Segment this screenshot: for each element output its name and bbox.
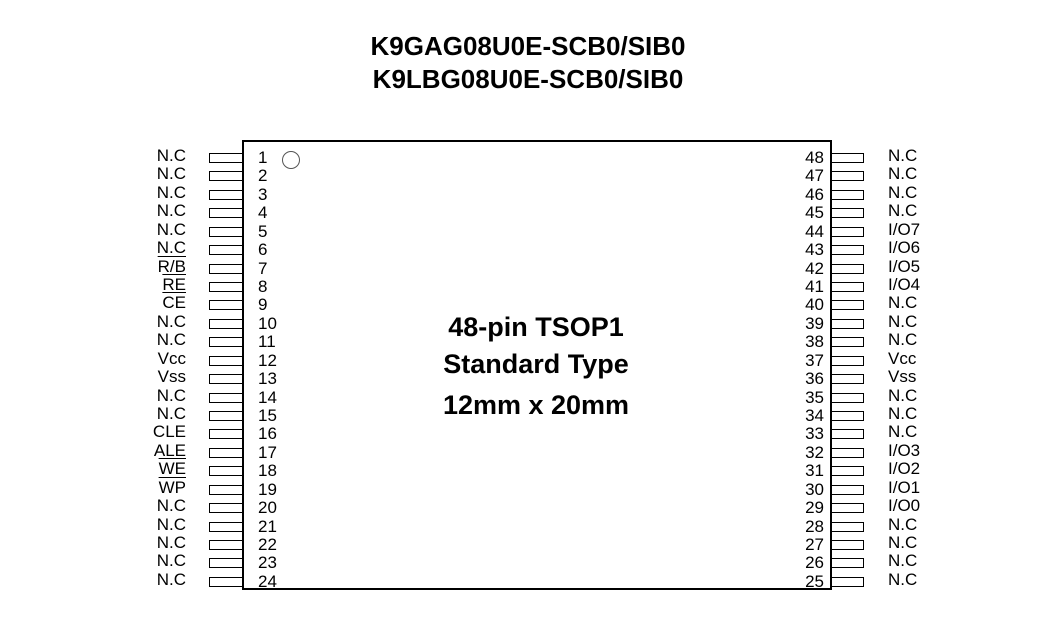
left-pin-number: 8 [258, 277, 268, 296]
left-pin-number: 4 [258, 203, 268, 223]
right-pin-lead [831, 282, 864, 292]
left-pin-lead [209, 153, 243, 163]
right-pin-name-text: I/O0 [888, 496, 921, 516]
left-pin-name [100, 571, 186, 591]
right-pin-name-text: N.C [888, 146, 918, 165]
left-pin-name-text: N.C [156, 146, 186, 165]
left-pin-lead [209, 264, 243, 274]
right-pin-name-text: I/O5 [888, 256, 921, 276]
left-pin-number: 1 [258, 148, 268, 167]
right-pin-number: 34 [805, 406, 824, 426]
right-pin-number: 42 [805, 258, 824, 278]
right-pin-name-text: N.C [888, 404, 918, 424]
right-pin-lead [831, 227, 864, 237]
left-pin-number: 14 [258, 387, 277, 407]
left-pin-name-text: N.C [156, 201, 186, 221]
right-pin-number: 35 [805, 387, 824, 407]
right-pin-lead [831, 577, 864, 587]
package-style-label: Standard Type [443, 349, 629, 379]
right-pin-lead [831, 356, 864, 366]
left-pin-name-text: CLE [152, 422, 186, 442]
right-pin-lead [831, 522, 864, 532]
left-pin-name-text: N.C [156, 330, 186, 350]
right-pin-name-text: I/O3 [888, 440, 921, 460]
right-pin-name-text: N.C [888, 311, 918, 331]
right-pin-number: 30 [805, 479, 824, 499]
left-pin-number: 21 [258, 516, 277, 536]
left-pin-name-text: N.C [156, 219, 186, 239]
right-pin-lead [831, 485, 864, 495]
right-pin-number: 32 [805, 442, 824, 462]
left-pin-lead [209, 393, 243, 403]
left-pin-lead [209, 522, 243, 532]
right-pin-lead [831, 300, 864, 310]
left-pin-lead [209, 577, 243, 587]
left-pin-name-text: N.C [156, 514, 186, 534]
left-pin-number: 16 [258, 424, 277, 444]
right-pin-number: 28 [805, 516, 824, 536]
right-pin-lead [831, 540, 864, 550]
left-pin-lead [209, 319, 243, 329]
left-pin-lead [209, 466, 243, 476]
left-pin-name-text: Vss [157, 367, 186, 387]
right-pin-lead [831, 208, 864, 218]
right-pin-lead [831, 411, 864, 421]
right-pin-number: 41 [805, 277, 824, 296]
right-pin-number: 31 [805, 461, 824, 481]
right-pin-lead [831, 190, 864, 200]
right-pin-lead [831, 245, 864, 255]
left-pin-lead [209, 171, 243, 181]
left-pin-name-text: R/B [157, 256, 186, 276]
right-pin-name-text: Vcc [888, 348, 917, 368]
right-pin-name-text: I/O6 [888, 238, 921, 258]
right-pin-name-text: N.C [888, 293, 918, 313]
left-pin-name-text: N.C [156, 164, 186, 184]
right-pin-number: 33 [805, 424, 824, 444]
left-pin-number: 11 [258, 332, 276, 352]
left-pin-name-text: $\overline{RE}$ [162, 275, 186, 294]
right-pin-number: 26 [805, 553, 824, 573]
package-type-label: 48-pin TSOP1 [448, 312, 624, 342]
left-pin-name-text: $\overline{CE}$ [162, 293, 186, 313]
right-pin-name-text: N.C [888, 385, 918, 405]
right-pin-name [888, 571, 1008, 591]
left-pin-name-text: N.C [156, 569, 186, 589]
right-pin-lead [831, 558, 864, 568]
right-pin-name-text: N.C [888, 182, 918, 202]
left-pin-name-text: N.C [156, 551, 186, 571]
right-pin-number: 36 [805, 369, 824, 389]
left-pin-number: 12 [258, 350, 277, 370]
left-pin-number: 2 [258, 166, 268, 186]
right-pin-lead [831, 374, 864, 384]
left-pin-number: 15 [258, 406, 277, 426]
right-pin-number: 47 [805, 166, 824, 186]
left-pin-lead [209, 227, 243, 237]
right-pin-name-text: N.C [888, 164, 918, 184]
left-pin-name-text: Vcc [157, 348, 186, 368]
right-pin-number: 46 [805, 184, 824, 204]
left-pin-lead [209, 503, 243, 513]
left-pin-number: 22 [258, 535, 277, 555]
right-pin-name-text: N.C [888, 330, 918, 350]
left-pin-lead [209, 282, 243, 292]
left-pin-lead [209, 448, 243, 458]
right-pin-name-text: I/O4 [888, 275, 921, 294]
right-pin-number: 37 [805, 350, 824, 370]
left-pin-number: 13 [258, 369, 277, 389]
right-pin-name-text: Vss [888, 367, 917, 387]
left-pin-lead [209, 356, 243, 366]
left-pin-lead [209, 485, 243, 495]
left-pin-number: 6 [258, 240, 268, 260]
right-pin-number: 27 [805, 535, 824, 555]
right-pin-number: 38 [805, 332, 824, 352]
right-pin-number: 39 [805, 313, 824, 333]
left-pin-name-text: N.C [156, 385, 186, 405]
left-pin-name-text: $\overline{WP}$ [158, 477, 186, 497]
right-pin-lead [831, 448, 864, 458]
right-pin-name-text: N.C [888, 533, 918, 553]
left-pin-name-text: N.C [156, 533, 186, 553]
right-pin-number: 45 [805, 203, 824, 223]
left-pin-lead [209, 300, 243, 310]
left-pin-number: 24 [258, 571, 277, 591]
left-pin-number: 23 [258, 553, 277, 573]
right-pin-name-text: I/O2 [888, 459, 921, 479]
right-pin-lead [831, 393, 864, 403]
left-pin-name-text: N.C [156, 496, 186, 516]
left-pin-number: 7 [258, 258, 268, 278]
right-pin-lead [831, 337, 864, 347]
left-pin-lead [209, 540, 243, 550]
left-pin-lead [209, 429, 243, 439]
left-pin-name-text: N.C [156, 182, 186, 202]
diagram-title-line-1: K9GAG08U0E-SCB0/SIB0 [370, 31, 686, 61]
left-pin-name-text: ALE [153, 440, 186, 460]
left-pin-name-text: N.C [156, 238, 186, 258]
right-pin-lead [831, 319, 864, 329]
right-pin-lead [831, 429, 864, 439]
package-size-label: 12mm x 20mm [442, 390, 630, 420]
right-pin-name-text: N.C [888, 569, 918, 589]
right-pin-lead [831, 466, 864, 476]
right-pin-name-text: I/O7 [888, 219, 921, 239]
left-pin-lead [209, 337, 243, 347]
left-pin-number: 19 [258, 479, 277, 499]
right-pin-lead [831, 171, 864, 181]
left-pin-lead [209, 245, 243, 255]
right-pin-name-text: N.C [888, 201, 918, 221]
left-pin-lead [209, 190, 243, 200]
right-pin-number: 29 [805, 498, 824, 518]
right-pin-lead [831, 264, 864, 274]
left-pin-number: 5 [258, 221, 268, 241]
left-pin-name-text: N.C [156, 311, 186, 331]
left-pin-name-text: N.C [156, 404, 186, 424]
left-pin-name-text: $\overline{WE}$ [158, 459, 186, 479]
right-pin-number: 44 [805, 221, 824, 241]
left-pin-lead [209, 208, 243, 218]
right-pin-lead [831, 153, 864, 163]
right-pin-name-text: N.C [888, 514, 918, 534]
left-pin-lead [209, 374, 243, 384]
right-pin-name-text: N.C [888, 551, 918, 571]
left-pin-number: 17 [258, 442, 277, 462]
left-pin-lead [209, 411, 243, 421]
left-pin-number: 20 [258, 498, 277, 518]
left-pin-number: 10 [258, 313, 277, 333]
right-pin-number: 40 [805, 295, 824, 315]
right-pin-name-text: N.C [888, 422, 918, 442]
left-pin-number: 9 [258, 295, 268, 315]
left-pin-number: 18 [258, 461, 277, 481]
right-pin-name-text: I/O1 [888, 477, 921, 497]
right-pin-number: 25 [805, 571, 824, 591]
left-pin-number: 3 [258, 184, 268, 204]
right-pin-number: 48 [805, 148, 824, 167]
left-pin-lead [209, 558, 243, 568]
right-pin-number: 43 [805, 240, 824, 260]
right-pin-lead [831, 503, 864, 513]
diagram-title-line-2: K9LBG08U0E-SCB0/SIB0 [372, 64, 684, 94]
